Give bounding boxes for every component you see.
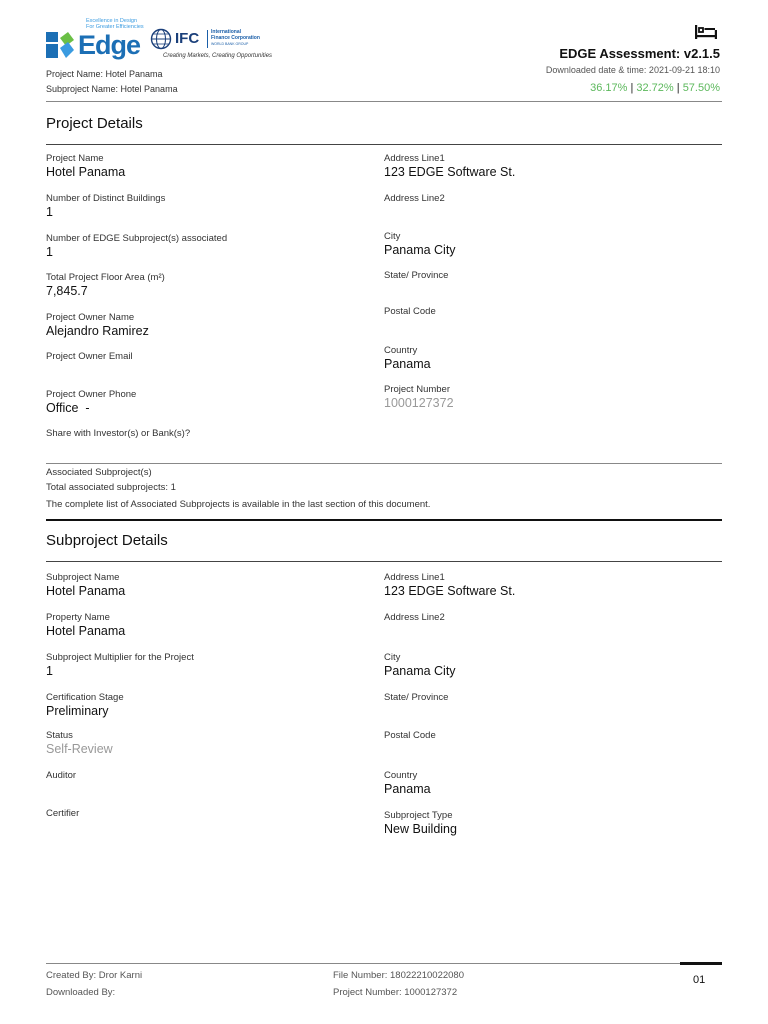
project-city-label: City [384,231,401,242]
auditor-field [46,770,76,782]
project-state-field [384,270,448,282]
project-number-field [384,384,454,411]
share-investors-field [46,428,190,440]
owner-email-label: Project Owner Email [46,351,133,362]
project-details-title: Project Details [46,115,143,132]
section-divider [46,519,722,521]
multiplier-value: 1 [46,664,53,678]
status-label: Status [46,730,73,741]
subproject-city-label: City [384,652,401,663]
subproject-address2-label: Address Line2 [384,612,445,623]
subprojects-associated-value: 1 [46,245,53,259]
subproject-type-field [384,810,457,837]
energy-savings: 36.17% [590,82,628,94]
owner-name-label: Project Owner Name [46,312,135,323]
project-state-label: State/ Province [384,270,449,281]
property-name-label: Property Name [46,612,110,623]
project-number-label: Project Number [384,384,450,395]
project-postal-field [384,306,436,318]
project-country-label: Country [384,345,418,356]
subproject-address1-label: Address Line1 [384,572,445,583]
subproject-address1-field [384,572,515,599]
edge-tagline-2: For Greater Efficiencies [86,24,144,30]
associated-note: The complete list of Associated Subprojects is available in the last section of this document. [46,499,431,510]
edge-tagline-1: Excellence in Design [86,18,138,24]
globe-icon [150,28,172,50]
file-number: File Number: 18022210022080 [333,970,464,981]
subproject-name-field [46,572,125,599]
certification-stage-value: Preliminary [46,704,109,718]
certifier-label: Certifier [46,808,80,819]
downloaded-datetime: Downloaded date & time: 2021-09-21 18:10 [545,65,720,75]
project-name-field [46,153,125,180]
subproject-country-field [384,770,431,797]
project-number-value: 1000127372 [384,396,454,410]
subproject-details-divider [46,561,722,562]
subproject-details-title: Subproject Details [46,532,168,549]
ifc-tagline: Creating Markets, Creating Opportunities [163,53,273,59]
subproject-address1-value: 123 EDGE Software St. [384,584,516,598]
ifc-name: IFC [175,30,200,47]
project-name-value: Hotel Panama [46,165,126,179]
subproject-country-label: Country [384,770,418,781]
project-address1-field [384,153,515,180]
multiplier-label: Subproject Multiplier for the Project [46,652,194,663]
project-city-field [384,231,456,258]
page-marker [680,962,722,965]
bed-icon [694,24,718,40]
ifc-full-3: WORLD BANK GROUP [211,42,249,46]
edge-leaf-icon [44,28,78,62]
status-field [46,730,113,757]
project-address2-field [384,193,445,205]
owner-name-field [46,312,149,339]
project-city-value: Panama City [384,243,456,257]
project-name-label: Project Name [46,153,104,164]
subproject-postal-field [384,730,436,742]
share-investors-label: Share with Investor(s) or Bank(s)? [46,428,191,439]
header-divider [46,101,722,102]
multiplier-field [46,652,194,679]
owner-phone-label: Project Owner Phone [46,389,137,400]
property-name-value: Hotel Panama [46,624,126,638]
subproject-name-value: Hotel Panama [46,584,126,598]
status-value: Self-Review [46,742,113,756]
subproject-type-label: Subproject Type [384,810,453,821]
owner-email-field [46,351,133,363]
subproject-country-value: Panama [384,782,431,796]
footer-project-number: Project Number: 1000127372 [333,987,458,998]
project-country-value: Panama [384,357,431,371]
project-address2-label: Address Line2 [384,193,445,204]
project-country-field [384,345,431,372]
owner-name-value: Alejandro Ramirez [46,324,149,338]
certification-stage-field [46,692,124,719]
owner-phone-value: Office - [46,401,90,415]
downloaded-by: Downloaded By: [46,987,116,998]
project-address1-label: Address Line1 [384,153,445,164]
associated-total: Total associated subprojects: 1 [46,482,176,493]
footer-divider [46,963,722,964]
ifc-logo [150,28,280,58]
subproject-state-field [384,692,448,704]
subproject-type-value: New Building [384,822,457,836]
subproject-address2-field [384,612,445,624]
distinct-buildings-label: Number of Distinct Buildings [46,193,166,204]
subproject-name-label: Subproject Name [46,572,120,583]
associated-title: Associated Subproject(s) [46,467,152,478]
edge-logo-text: Edge [78,30,141,60]
edge-logo [44,18,144,64]
water-savings: 32.72% [636,82,674,94]
property-name-field [46,612,125,639]
project-address1-value: 123 EDGE Software St. [384,165,516,179]
ifc-full-1: International [211,29,242,35]
floor-area-value: 7,845.7 [46,284,88,298]
created-by: Created By: Dror Karni [46,970,143,981]
associated-divider [46,463,722,464]
owner-phone-field [46,389,136,416]
floor-area-field [46,272,165,299]
subproject-city-value: Panama City [384,664,456,678]
subproject-postal-label: Postal Code [384,730,436,741]
distinct-buildings-value: 1 [46,205,53,219]
savings-percentages: 36.17% | 32.72% | 57.50% [590,82,720,94]
assessment-title: EDGE Assessment: v2.1.5 [559,46,720,61]
auditor-label: Auditor [46,770,77,781]
floor-area-label: Total Project Floor Area (m²) [46,272,165,283]
materials-savings: 57.50% [682,82,720,94]
subprojects-associated-label: Number of EDGE Subproject(s) associated [46,233,228,244]
subproject-state-label: State/ Province [384,692,449,703]
subproject-city-field [384,652,456,679]
certifier-field [46,808,79,820]
subprojects-associated-field [46,233,227,260]
certification-stage-label: Certification Stage [46,692,124,703]
header-subproject-name: Subproject Name: Hotel Panama [46,84,178,94]
distinct-buildings-field [46,193,165,220]
project-details-divider [46,144,722,145]
project-postal-label: Postal Code [384,306,436,317]
ifc-full-2: Finance Corporation [211,35,260,41]
header-project-name: Project Name: Hotel Panama [46,69,163,79]
page-number: 01 [693,974,706,986]
